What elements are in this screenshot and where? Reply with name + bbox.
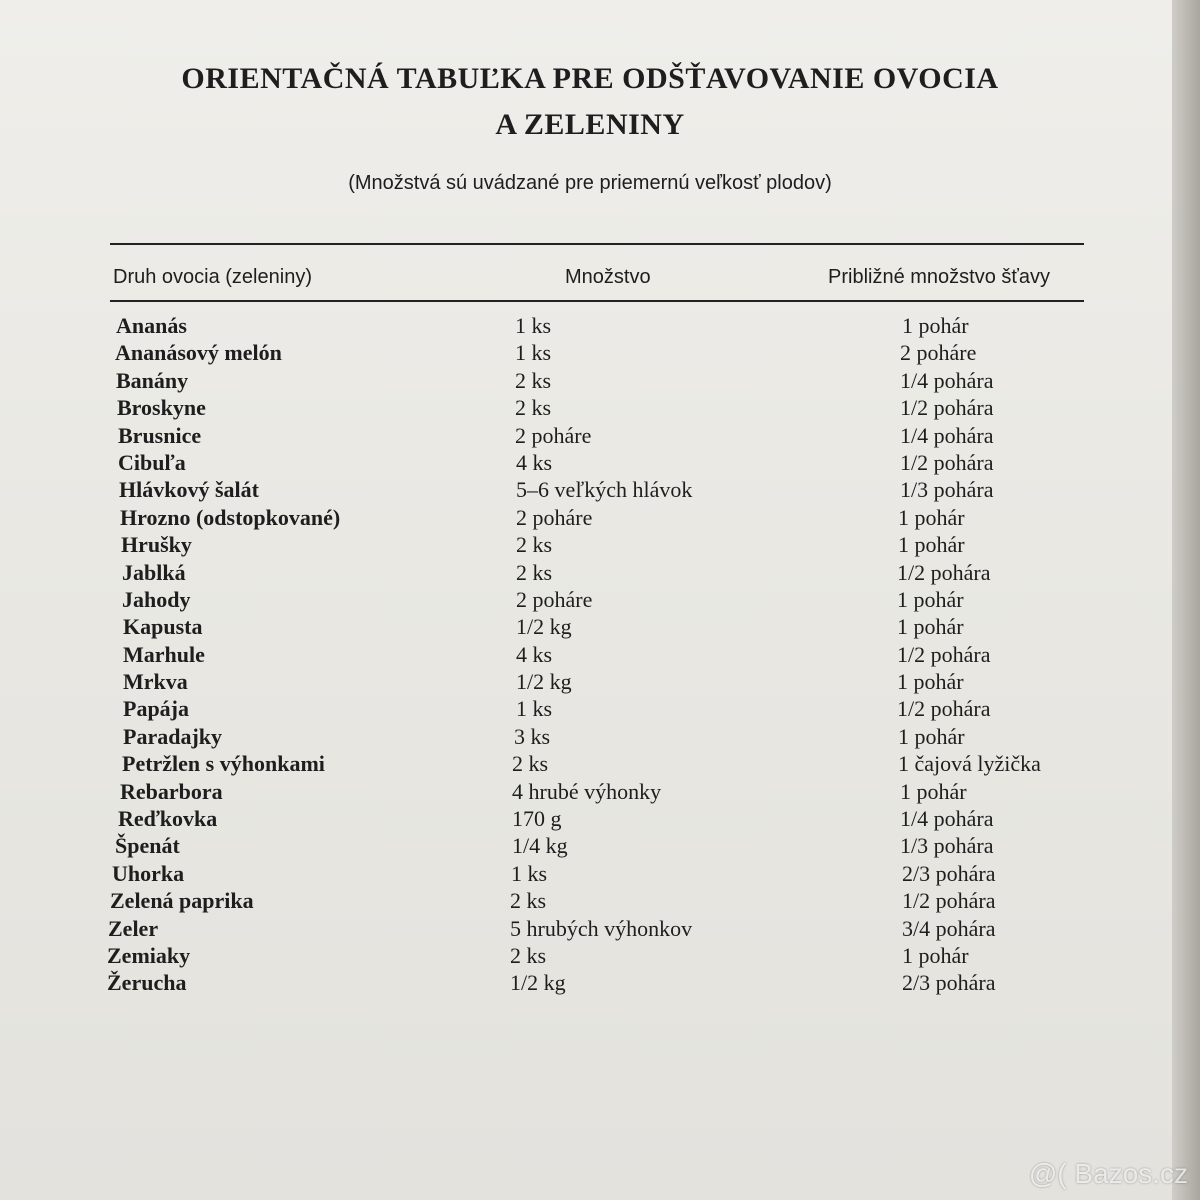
item-juice: 1 pohár [898,504,965,530]
table-row [0,450,1172,477]
item-amount: 1 ks [511,860,548,886]
item-amount: 4 ks [516,641,553,667]
item-juice: 1/2 pohára [897,696,991,722]
table-row [0,423,1172,450]
item-amount: 5 hrubých výhonkov [510,915,693,941]
item-name: Banány [116,367,189,393]
item-name: Jablká [122,559,186,585]
item-amount: 2 ks [512,751,549,777]
item-amount: 4 hrubé výhonky [512,778,662,804]
table-row [0,779,1172,806]
item-name: Špenát [115,833,180,859]
table-top-rule [110,243,1084,245]
item-name: Zeler [108,915,159,941]
item-name: Reďkovka [118,806,218,832]
item-name: Zelená paprika [110,888,254,914]
item-name: Kapusta [123,614,203,640]
item-juice: 1 pohár [902,313,969,338]
item-juice: 2/3 pohára [902,970,996,996]
item-name: Ananás [116,313,187,338]
table-row [0,532,1172,559]
item-juice: 1 pohár [900,778,967,804]
item-name: Broskyne [117,395,206,421]
item-juice: 1/4 pohára [900,806,994,832]
table-row [0,477,1172,504]
item-name: Hrozno (odstopkované) [120,504,341,530]
item-amount: 1/2 kg [516,614,572,640]
table-row [0,833,1172,860]
table-row [0,505,1172,532]
item-juice: 1 pohár [897,669,964,695]
column-header-juice: Približné množstvo šťavy [828,266,1051,288]
item-name: Jahody [122,586,191,612]
item-juice: 1 pohár [897,614,964,640]
item-amount: 2 ks [510,942,547,968]
item-amount: 2 ks [515,395,552,421]
table-row [0,724,1172,751]
item-juice: 3/4 pohára [902,915,996,941]
table-row [0,916,1172,943]
item-name: Uhorka [112,860,185,886]
item-amount: 2 ks [516,532,553,558]
page-edge [1172,0,1200,1200]
item-name: Paradajky [123,723,222,749]
table-row [0,806,1172,833]
item-amount: 1/2 kg [510,970,566,996]
item-juice: 2 poháre [900,340,977,366]
item-amount: 2 ks [516,559,553,585]
item-name: Brusnice [118,422,202,448]
item-juice: 1/2 pohára [897,641,991,667]
item-juice: 1 pohár [902,942,969,968]
watermark: @( Bazos.cz [1028,1158,1188,1189]
item-amount: 5–6 veľkých hlávok [516,477,693,503]
table-row [0,642,1172,669]
table-row [0,368,1172,395]
table-row [0,560,1172,587]
item-amount: 2 poháre [516,586,593,612]
table-row [0,751,1172,778]
item-name: Petržlen s výhonkami [122,751,325,777]
column-header-type: Druh ovocia (zeleniny) [113,266,312,288]
item-amount: 1/4 kg [512,833,568,859]
item-name: Hlávkový šalát [119,477,259,503]
item-juice: 1 pohár [898,532,965,558]
item-juice: 1/4 pohára [900,422,994,448]
item-juice: 1/2 pohára [897,559,991,585]
table-body [0,313,1172,998]
item-name: Rebarbora [120,778,223,804]
item-juice: 2/3 pohára [902,860,996,886]
table-row [0,587,1172,614]
item-juice: 1/2 pohára [900,449,994,475]
item-name: Cibuľa [118,449,186,475]
item-amount: 4 ks [516,449,553,475]
item-amount: 3 ks [514,723,551,749]
item-name: Zemiaky [107,942,191,968]
column-header-amount: Množstvo [565,266,651,288]
item-name: Papája [123,696,189,722]
table-header-rule [110,300,1084,302]
table-row [0,943,1172,970]
item-name: Hrušky [121,532,192,558]
item-amount: 1/2 kg [516,669,572,695]
table-row [0,696,1172,723]
table-row [0,614,1172,641]
document-subtitle: (Množstvá sú uvádzané pre priemernú veľkosť plodov) [348,172,832,194]
document-title-line1: ORIENTAČNÁ TABUĽKA PRE ODŠŤAVOVANIE OVOCIA [181,62,999,95]
item-name: Ananásový melón [115,340,282,366]
item-juice: 1 pohár [897,586,964,612]
item-amount: 2 poháre [516,504,593,530]
item-name: Marhule [123,641,205,667]
document-title-line2: A ZELENINY [495,108,685,141]
item-amount: 2 ks [510,888,547,914]
item-juice: 1/2 pohára [900,395,994,421]
table-row [0,395,1172,422]
item-amount: 170 g [512,806,562,832]
item-juice: 1 čajová lyžička [898,751,1041,777]
table-row [0,888,1172,915]
item-juice: 1 pohár [898,723,965,749]
table-row [0,970,1172,997]
item-juice: 1/4 pohára [900,367,994,393]
table-row [0,313,1172,340]
table-row [0,669,1172,696]
item-name: Mrkva [123,669,188,695]
item-amount: 1 ks [515,313,552,338]
item-juice: 1/3 pohára [900,477,994,503]
item-name: Žerucha [107,970,187,996]
table-row [0,340,1172,367]
item-amount: 1 ks [516,696,553,722]
item-amount: 2 ks [515,367,552,393]
item-juice: 1/2 pohára [902,888,996,914]
item-amount: 2 poháre [515,422,592,448]
item-juice: 1/3 pohára [900,833,994,859]
item-amount: 1 ks [515,340,552,366]
table-row [0,861,1172,888]
